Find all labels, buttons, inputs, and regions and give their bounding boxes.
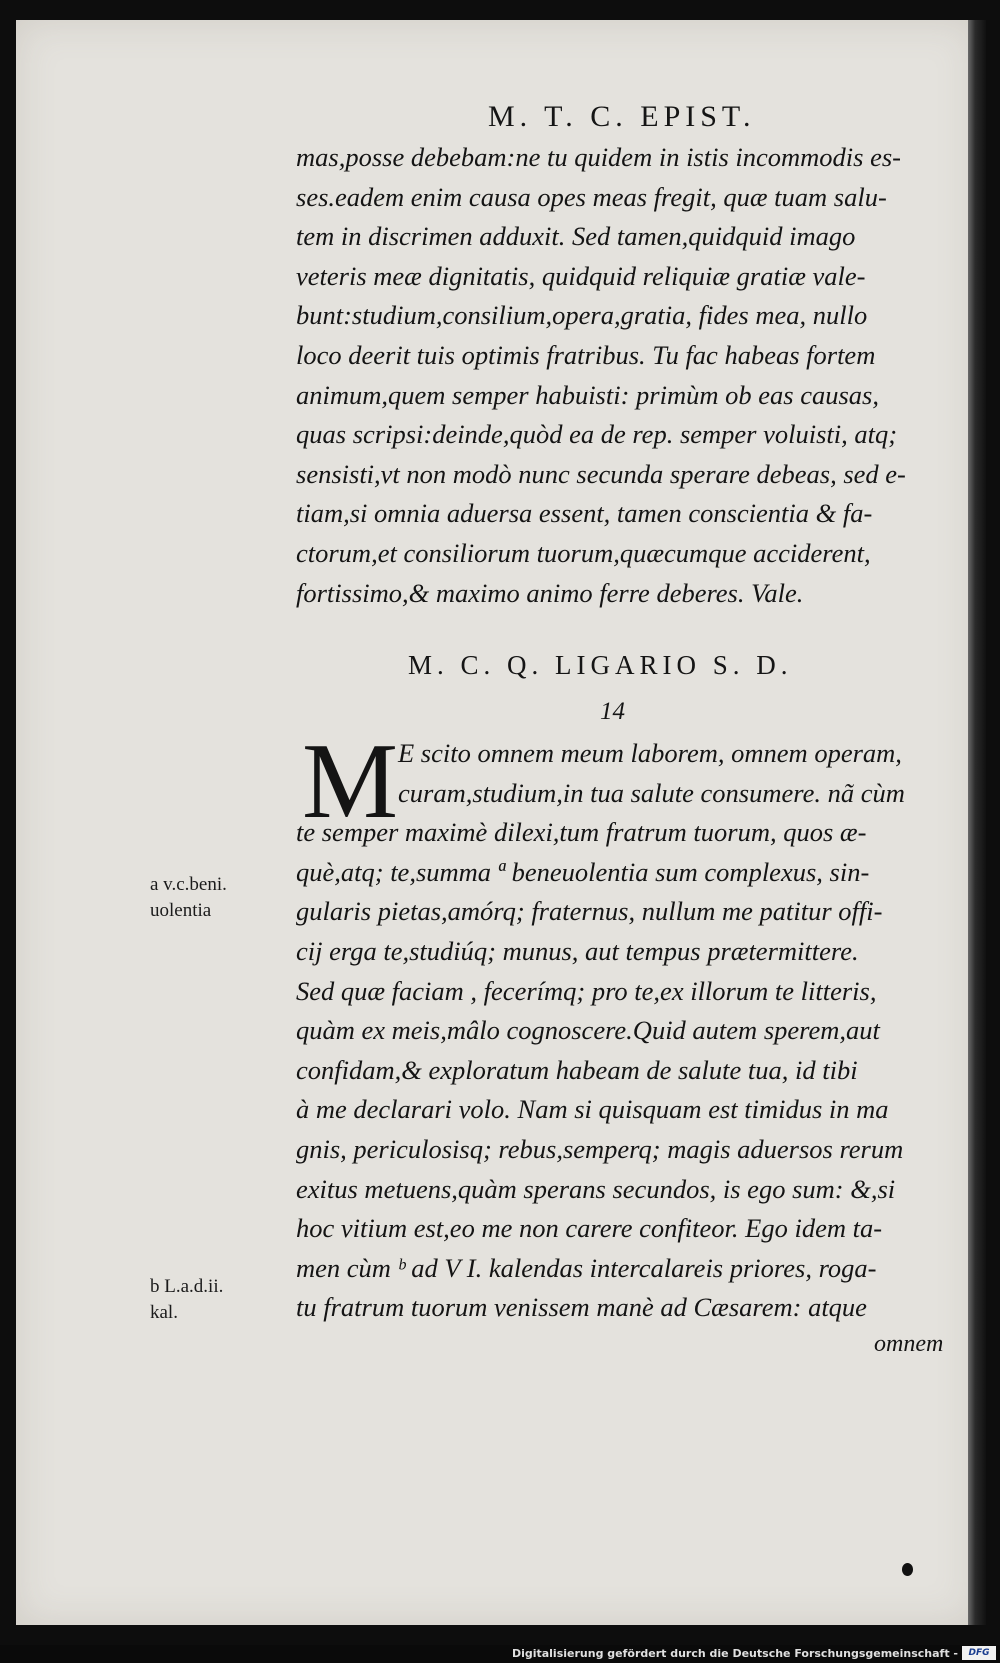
running-head: M. T. C. EPIST. [488,100,756,133]
text-line: hoc vitium est,eo me non carere confiteor. Ego idem ta- [296,1213,883,1244]
text-line: E scito omnem meum laborem, omnem operam, [398,738,902,768]
text-line: gnis, periculosisq; rebus,semperq; magis aduersos rerum [296,1133,904,1164]
text-line: te semper maximè dilexi,tum fratrum tuorum, quos æ- [296,817,867,848]
text-line: loco deerit tuis optimis fratribus. Tu fac habeas fortem [296,339,876,370]
text-line: animum,quem semper habuisti: primùm ob eas causas, [296,379,879,410]
text-line: cij erga te,studiúq; munus, aut tempus prætermittere. [296,935,859,966]
text-line: gularis pietas,amórq; fraternus, nullum me patitur offi- [296,896,883,927]
marginal-note-a [150,872,227,924]
text-line: exitus metuens,quàm sperans secundos, is ego sum: &,si [296,1173,896,1204]
marginal-note-line: a v.c.beni. [150,874,227,895]
letter-heading: M. C. Q. LIGARIO S. D. [408,650,793,680]
text-line: tem in discrimen adduxit. Sed tamen,quidquid imago [296,221,856,252]
text-line: ctorum,et consiliorum tuorum,quæcumque acciderent, [296,537,871,568]
text-line: tu fratrum tuorum venissem manè ad Cæsarem: atque [296,1292,867,1323]
drop-capital: M [302,722,399,841]
marginal-note-line: b L.a.d.ii. [150,1276,224,1297]
text-line: mas,posse debebam:ne tu quidem in istis incommodis es- [296,142,902,172]
text-block-letter-14 [296,722,976,1328]
text-line: quas scripsi:deinde,quòd ea de rep. semper voluisti, atq; [296,419,898,450]
text-line: fortissimo,& maximo animo ferre deberes. Vale. [296,577,804,608]
marginal-note-b [150,1274,223,1326]
marginal-note-line: kal. [150,1302,178,1323]
text-line: bunt:studium,consilium,opera,gratia, fides mea, nullo [296,300,868,331]
text-block-letter-end [296,138,976,613]
text-line: quàm ex meis,mâlo cognoscere.Quid autem sperem,aut [296,1015,880,1046]
text-line: què,atq; te,summa ª beneuolentia sum complexus, sin- [296,856,870,887]
text-line: Sed quæ faciam , fecerímq; pro te,ex illorum te litteris, [296,975,877,1006]
text-line: à me declarari volo. Nam si quisquam est timidus in ma [296,1094,889,1125]
text-line: tiam,si omnia aduersa essent, tamen conscientia & fa- [296,498,873,529]
footer-credit: Digitalisierung gefördert durch die Deutsche Forschungsgemeinschaft - [511,1647,958,1660]
text-line: men cùm ᵇ ad V I. kalendas intercalareis priores, roga- [296,1252,877,1283]
text-line: veteris meæ dignitatis, quidquid reliquiæ gratiæ vale- [296,260,866,291]
ink-spot [902,1563,913,1576]
dfg-logo: DFG [962,1646,996,1660]
text-line: ses.eadem enim causa opes meas fregit, quæ tuam salu- [296,181,887,212]
text-line: confidam,& exploratum habeam de salute tua, id tibi [296,1054,858,1085]
catchword: omnem [874,1331,944,1357]
text-line: sensisti,vt non modò nunc secunda sperare debeas, sed e- [296,458,906,489]
letter-number: 14 [600,698,625,725]
marginal-note-line: uolentia [150,900,212,921]
text-line: curam,studium,in tua salute consumere. nã cùm [398,777,905,808]
